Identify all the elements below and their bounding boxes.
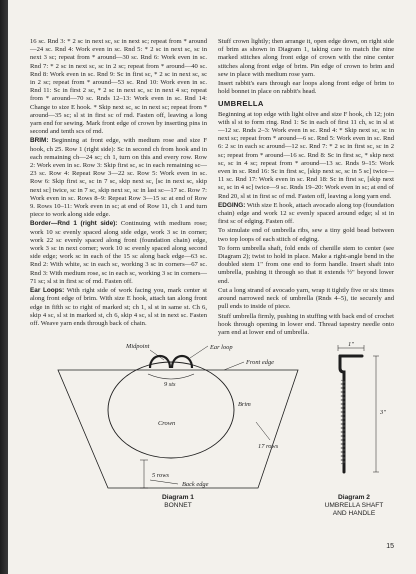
- diagram1-title: Diagram 1: [162, 494, 194, 501]
- brim-text: Beginning at front edge, with medium rose and size F hook, ch 25. Row 1 (right side): Sc in second ch from hook and in each remaining ch—24 sc; ch 1, turn on this and every row. Row 2: Work even in sc. Row 3: Skip first sc, sc in each remaining sc—23 sc. Row 4: Repeat Row 3—22 sc. Row 5: Work even in sc. Row 6: Skip first sc, sc in 7 sc, skip next sc, [sc in next sc, skip next sc] twice, sc in 7 sc, skip next sc, sc in last sc—17 sc. Row 7: Work even in sc. Rows 8–9: Repeat Row 3—15 sc at end of Row 9. Rows 10–11: Work even in sc; at end of Row 11, ch 1 and turn piece to work along side edge.: [30, 137, 207, 219]
- diagram1-caption: [118, 494, 238, 510]
- diagram2-title: Diagram 2: [338, 494, 370, 501]
- edging-paragraph: [218, 202, 394, 227]
- label-midpoint: Midpoint: [126, 343, 150, 350]
- page-number: 15: [386, 543, 394, 550]
- magazine-page: [8, 0, 416, 574]
- diagram-bonnet: [48, 340, 308, 490]
- ribs-text: To simulate end of umbrella ribs, sew a tiny gold bead between two top loops of each stitch of edging.: [218, 227, 394, 243]
- umbrella-heading: UMBRELLA: [218, 99, 264, 109]
- edging-text: With size E hook, attach avocado along top (foundation chain) edge and work 12 sc evenly spaced around edge; sl st in first sc of edging. Fasten off.: [218, 201, 394, 226]
- ear-loops-paragraph: [30, 287, 207, 328]
- label-brim: Brim: [238, 401, 251, 408]
- border-text: Continuing with medium rose; work 10 sc evenly spaced along side edge, work 3 sc in corner; work 22 sc evenly spaced along front (foundation chain) edge, work 3 sc in next corner; work 10 sc evenly spaced along second side edge; work sc in each of the 15 sc along back edge—63 sc. Rnd 2: With white, sc in each sc, working 3 sc in corners—67 sc. Rnd 3: With medium rose, sc in each sc, working 3 sc in corners—71 sc; sl st in first sc of rnd. Fasten off.: [30, 220, 208, 285]
- brim-heading: BRIM:: [30, 137, 49, 145]
- ear-loops-text: With right side of work facing you, mark center st along front edge of brim. With size E hook, attach tan along front edge in fifth sc to right of marked st; ch 1, sl st in same st. Ch 6, skip 4 sc, sl st in marked st, ch 6, skip 4 sc, sl st in next sc. Fasten off. Weave yarn ends through back of chain.: [30, 287, 207, 327]
- border-heading: Border—Rnd 1 (right side):: [30, 220, 118, 228]
- right-column: [218, 38, 394, 338]
- edging-heading: EDGING:: [218, 201, 246, 209]
- label-three-inch: 3": [380, 409, 386, 416]
- ear-loops-heading: Ear Loops:: [30, 287, 65, 295]
- page-spine: [0, 0, 8, 574]
- svg-text:Back edge: Back edge: [182, 481, 209, 488]
- label-one-inch: 1": [348, 341, 354, 348]
- assembly-text: Stuff crown lightly; then arrange it, open edge down, on right side of brim as shown in Diagram 1, taking care to match the nine marked stitches along front edge of crown with the nine center stitches along front edge of brim. Pin edge of crown to brim and sew in place with medium rose yarn.: [218, 38, 394, 78]
- stuff-text: Stuff umbrella firmly, pushing in stuffing with back end of crochet hook through opening in lower end. Thread tapestry needle onto yarn end at lower end of umbrella.: [218, 312, 394, 336]
- ears-insert-text: Insert rabbit's ears through ear loops along front edge of brim to hold bonnet in place on rabbit's head.: [218, 80, 394, 96]
- left-column: [30, 38, 207, 329]
- brim-outline: [58, 370, 298, 488]
- label-5-rows: 5 rows: [152, 472, 169, 479]
- crown-circle: [108, 362, 234, 458]
- label-17-rows: 17 rows: [258, 443, 279, 450]
- label-front-edge: Front edge: [246, 359, 274, 366]
- umbrella-text: Beginning at top edge with light olive and size F hook, ch 12; join with sl st to form ring. Rnd 1: Sc in each of first 11 ch, sc in sl st—12 sc. Rnds 2–3: Work even in sc. Rnd 4: * Skip next sc, sc in next sc; repeat from * around—6 sc. Rnd 5: Work even in sc. Rnd 6: 2 sc in each sc around—12 sc. Rnd 7: * 2 sc in first sc, sc in 2 sc; repeat from * around—16 sc. Rnd 8: Sc in first sc, * skip next sc, sc in 4 sc; repeat from * around—13 sc. Rnds 9–15: Work even in sc. Rnd 16: Sc in first sc, [skip next sc, sc in 5 sc] twice—11 sc. Rnd 17: Work even in sc. Rnd 18: Sc in first sc, [skip next sc, sc in 4 sc] twice—9 sc. Rnds 19–20: Work even in sc; at end of Rnd 20, sl st in first sc of rnd. Fasten off, leaving a long yarn end.: [218, 110, 394, 200]
- border-paragraph: [30, 220, 207, 286]
- diagram2-caption: [304, 494, 404, 518]
- wrap-text: Cut a long strand of avocado yarn, wrap it tightly five or six times around narrowed neck of umbrella (Rnds 4–5), tie securely and pull ends to inside of piece.: [218, 286, 394, 311]
- label-ear-loop: Ear loop: [210, 344, 233, 351]
- diagram2-subtitle-1: UMBRELLA SHAFT: [324, 502, 384, 509]
- label-sts: 9 sts: [164, 381, 176, 388]
- diagram1-subtitle: BONNET: [164, 502, 192, 509]
- label-crown: Crown: [158, 420, 176, 427]
- crown-instructions: 16 sc. Rnd 3: * 2 sc in next sc, sc in next sc; repeat from * around—24 sc. Rnd 4: Work even in sc. Rnd 5: * 2 sc in next sc, sc in next 3 sc; repeat from * around—30 sc. Rnd 6: Work even in sc. Rnd 7: * 2 sc in next sc, sc in 2 sc; repeat from * around—40 sc. Rnd 8: Work even in sc. Rnd 9: Sc in first sc, * 2 sc in next sc, sc in 2 sc; repeat from * around—53 sc. Rnd 10: Work even in sc. Rnd 11: Sc in first 2 sc, * 2 sc in next sc, sc in next 4 sc; repeat from * around—70 sc. Rnds 12–13: Work even in sc. Rnd 14: Change to size E hook. * Skip next sc, sc in next sc; repeat from * around—35 sc; sl st in first sc of rnd. Fasten off, leaving a long yarn end for sewing. Mark front edge of crown by inserting pins in second and tenth scs of rnd.: [30, 38, 207, 136]
- brim-paragraph: [30, 137, 207, 219]
- diagram2-subtitle-2: AND HANDLE: [332, 510, 376, 517]
- back-edge-label: [148, 476, 238, 490]
- diagram-umbrella-shaft: [316, 340, 396, 490]
- shaft-text: To form umbrella shaft, fold ends of chenille stem to center (see Diagram 2); twist to hold in place. Make a right-angle bend in the doubled stem 1" from one end to form handle. Insert shaft into umbrella, pushing it through so that it extends ½" beyond lower end.: [218, 244, 394, 285]
